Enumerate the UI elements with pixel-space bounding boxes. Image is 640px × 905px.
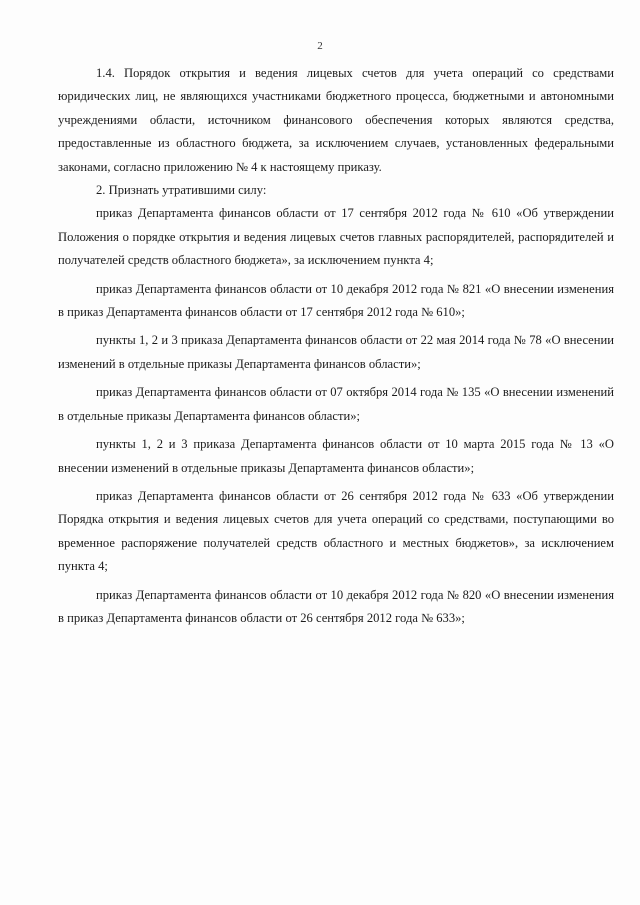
repealed-order-610: приказ Департамента финансов области от 17 сентября 2012 года № 610 «Об утверждении Положения о порядке открытия и ведения лицевых счетов главных распорядителей, распорядителей и получателей средств областного бюджета», за исключением пункта 4;	[58, 206, 614, 268]
repealed-order-13: пункты 1, 2 и 3 приказа Департамента финансов области от 10 марта 2015 года № 13 «О внесении изменений в отдельные приказы Департамента финансов области»;	[58, 437, 614, 475]
repealed-order-78: пункты 1, 2 и 3 приказа Департамента финансов области от 22 мая 2014 года № 78 «О внесении изменений в отдельные приказы Департамента финансов области»;	[58, 333, 614, 371]
document-body	[58, 62, 614, 635]
paragraph-1-4: 1.4. Порядок открытия и ведения лицевых счетов для учета операций со средствами юридических лиц, не являющихся участниками бюджетного процесса, бюджетными и автономными учреждениями области, источником финансового обеспечения которых являются средства, предоставленные из областного бюджета, за исключением случаев, установленных федеральными законами, согласно приложению № 4 к настоящему приказу.	[58, 66, 614, 174]
repealed-order-820: приказ Департамента финансов области от 10 декабря 2012 года № 820 «О внесении изменения в приказ Департамента финансов области от 26 сентября 2012 года № 633»;	[58, 587, 614, 625]
page-number: 2	[317, 40, 323, 52]
repealed-order-821: приказ Департамента финансов области от 10 декабря 2012 года № 821 «О внесении изменения в приказ Департамента финансов области от 17 сентября 2012 года № 610»;	[58, 281, 614, 320]
repealed-order-135: приказ Департамента финансов области от 07 октября 2014 года № 135 «О внесении изменений в отдельные приказы Департамента финансов области»;	[58, 385, 614, 423]
paragraph-2-heading: 2. Признать утратившими силу:	[96, 183, 267, 198]
repealed-order-633: приказ Департамента финансов области от 26 сентября 2012 года № 633 «Об утверждении Порядка открытия и ведения лицевых счетов для учета операций со средствами, поступающими во временное распоряжение получателей средств областного и местных бюджетов», за исключением пункта 4;	[58, 488, 614, 574]
